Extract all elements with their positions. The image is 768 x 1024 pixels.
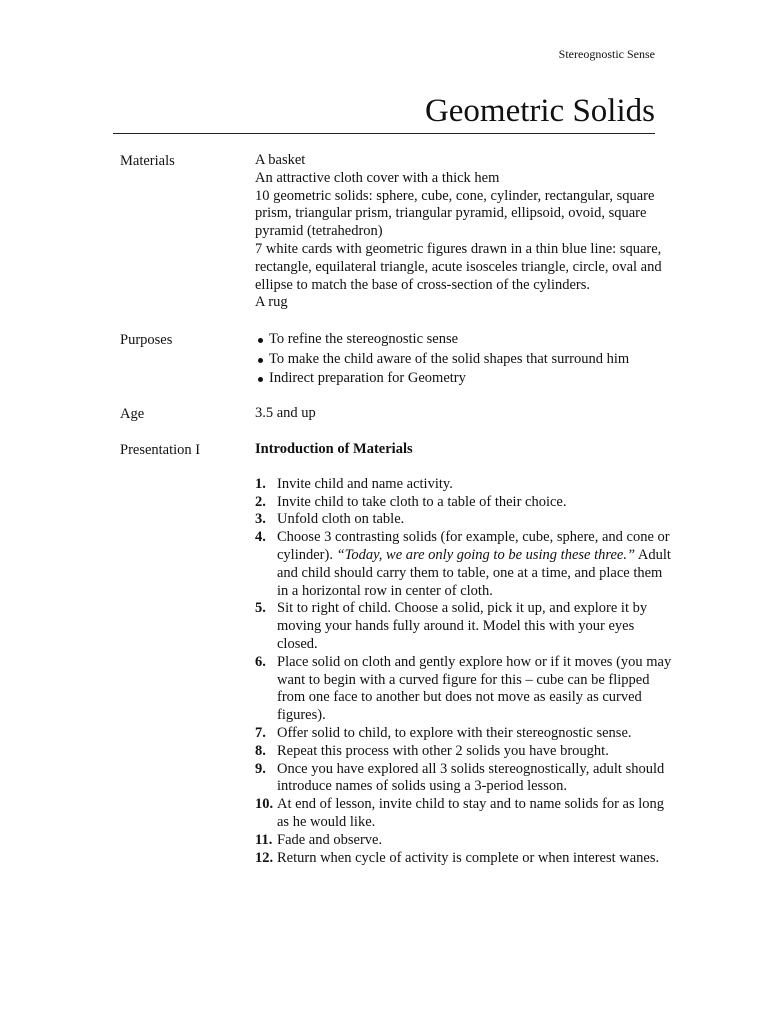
presentation-heading: Introduction of Materials <box>255 441 413 457</box>
purposes-label: Purposes <box>120 332 173 348</box>
step-number: 12. <box>255 849 274 866</box>
step-quote: “Today, we are only going to be using these three.” <box>336 546 636 563</box>
presentation-label: Presentation I <box>120 442 201 458</box>
materials-line: An attractive cloth cover with a thick hem <box>255 169 500 186</box>
title-rule <box>113 133 655 134</box>
step-item <box>255 600 675 653</box>
presentation-section <box>255 441 675 867</box>
step-item <box>255 494 675 512</box>
materials-line: 10 geometric solids: sphere, cube, cone, cylinder, rectangular, square prism, triangular prism, triangular pyramid, ellipsoid, ovoid, square pyramid (tetrahedron) <box>255 187 655 240</box>
step-number: 10. <box>255 796 274 813</box>
step-item <box>255 832 675 850</box>
step-text: Invite child and name activity. <box>277 475 453 492</box>
page-title: Geometric Solids <box>424 93 655 129</box>
step-item <box>255 850 675 868</box>
step-number: 2. <box>255 493 266 510</box>
step-text: Repeat this process with other 2 solids you have brought. <box>277 742 609 759</box>
step-item <box>255 654 675 725</box>
age-value: 3.5 and up <box>255 405 316 421</box>
step-text: Fade and observe. <box>277 831 383 848</box>
purposes-list <box>255 330 675 389</box>
step-text: Choose 3 contrasting solids (for example, cube, sphere, and cone or cylinder). <box>277 529 670 563</box>
step-text: Sit to right of child. Choose a solid, pick it up, and explore it by moving your hands fully around it. Model this with your eyes closed. <box>277 600 648 652</box>
step-text: Place solid on cloth and gently explore how or if it moves (you may want to begin with a curved figure for this – cube can be flipped from one face to another but does not move as easily as curved figures). <box>277 653 672 724</box>
step-number: 6. <box>255 653 266 670</box>
materials-line: A rug <box>255 294 288 311</box>
purpose-item: To make the child aware of the solid shapes that surround him <box>255 350 675 370</box>
step-item <box>255 761 675 797</box>
step-text: Invite child to take cloth to a table of their choice. <box>277 493 567 510</box>
age-label: Age <box>120 406 145 422</box>
step-number: 7. <box>255 724 266 741</box>
steps-list <box>255 476 675 868</box>
step-text: Once you have explored all 3 solids stereognostically, adult should introduce names of solids using a 3-period lesson. <box>277 760 665 795</box>
materials-line: A basket <box>255 152 306 168</box>
materials-list <box>255 152 675 312</box>
step-item <box>255 511 675 529</box>
step-text: Unfold cloth on table. <box>277 511 405 528</box>
step-number: 9. <box>255 760 266 777</box>
step-item <box>255 743 675 761</box>
step-number: 8. <box>255 742 266 759</box>
step-number: 3. <box>255 511 266 528</box>
purpose-item: Indirect preparation for Geometry <box>255 369 675 389</box>
purpose-item: To refine the stereognostic sense <box>255 330 675 350</box>
step-item <box>255 725 675 743</box>
step-item <box>255 529 675 600</box>
materials-line: 7 white cards with geometric figures drawn in a thin blue line: square, rectangle, equilateral triangle, acute isosceles triangle, circle, oval and ellipse to match the base of cross-section of the cylinders. <box>255 240 662 293</box>
running-header: Stereognostic Sense <box>558 47 655 61</box>
step-number: 1. <box>255 475 266 492</box>
step-text: Offer solid to child, to explore with their stereognostic sense. <box>277 724 632 741</box>
materials-label: Materials <box>120 153 175 169</box>
step-text: At end of lesson, invite child to stay and to name solids for as long as he would like. <box>277 796 665 830</box>
step-number: 11. <box>255 831 273 848</box>
step-item <box>255 476 675 494</box>
step-text-continued: Adult and child should carry them to table, one at a time, and place them in a horizontal row in center of cloth. <box>277 546 671 599</box>
step-text: Return when cycle of activity is complete or when interest wanes. <box>277 849 660 866</box>
step-item <box>255 796 675 832</box>
step-number: 4. <box>255 529 266 546</box>
step-number: 5. <box>255 600 266 617</box>
